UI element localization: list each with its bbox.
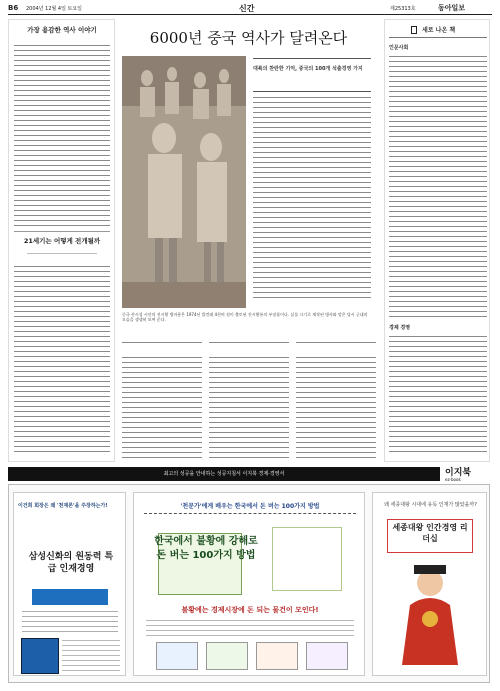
right-text-2 [389, 336, 487, 456]
ad1-book-info [62, 640, 120, 672]
ad2-book-2 [206, 642, 248, 670]
ad2-dashed-line [144, 513, 356, 514]
left-divider [14, 231, 110, 232]
ad1-title: 삼성신화의 원동력 특급 인재경영 [28, 552, 114, 574]
king-illustration [396, 561, 464, 667]
ad-card-1 [13, 492, 126, 676]
ad1-bar [32, 589, 108, 605]
right-column [384, 19, 490, 462]
subhead: 대륙의 찬란한 기억, 중국의 100개 석출경영 가지 [253, 66, 363, 72]
ad-card-3 [372, 492, 487, 676]
subarticle-3 [296, 342, 376, 462]
ad2-title: 한국에서 불황에 강해로 돈 버는 100가지 방법 [154, 536, 258, 561]
subarticle-row [121, 342, 376, 462]
subarticle-2-text [209, 357, 289, 461]
page-number: B6 [8, 4, 19, 12]
ad2-book-4 [306, 642, 348, 670]
photo-caption: 중국 산시성 시안의 진시황 병마용은 1974년 발견돼 4천여 점이 출토된 진시황릉의 부장품이다. 실물 크기로 제작된 병사와 말은 당시 군대의 모습을 생생히 보여 준다. [122, 312, 368, 322]
ad-brand-sub: ez-book [445, 477, 461, 482]
left-article-text-2 [14, 266, 110, 456]
left-article-title-2: 21세기는 어떻게 전개될까 [23, 237, 101, 245]
ad3-top-text: 왜 세종대왕 시대에 유독 인재가 많았을까? [384, 502, 477, 508]
section-title: 신간 [239, 4, 255, 13]
page-header [8, 3, 492, 14]
ad-card-2 [133, 492, 365, 676]
headline: 6000년 중국 역사가 달려온다 [149, 29, 348, 47]
left-column [8, 19, 115, 462]
subarticle-1 [122, 342, 202, 462]
right-title: 새로 나온 책 [422, 27, 456, 34]
publish-date: 2004년 12월 4일 토요일 [26, 6, 83, 12]
ad2-book-3 [256, 642, 298, 670]
right-section-1: 인문사회 [389, 45, 409, 51]
main-body-text [253, 97, 371, 300]
main-article [121, 22, 376, 464]
ad-banner-text: 최고의 성공을 안내하는 성공지침서 이지북 경제·경영서 [163, 471, 285, 477]
ad2-description [146, 620, 354, 636]
right-title-box [389, 24, 487, 38]
left-article-title-1: 가장 용감한 역사 이야기 [27, 26, 97, 34]
subarticle-3-text [296, 357, 376, 461]
newspaper-name: 동아일보 [438, 4, 466, 12]
issue-number: 제25313호 [390, 6, 416, 12]
ad1-text [22, 611, 118, 636]
book-icon [411, 26, 417, 34]
left-article-text-1 [14, 45, 110, 230]
ad2-top-text: '천문가'에게 배우는 한국에서 돈 버는 100가지 방법 [180, 503, 320, 510]
subarticle-2 [209, 342, 289, 462]
ad2-book-side [272, 527, 342, 591]
ad2-bottom-text: 불황에는 경제시장에 돈 되는 물건이 모인다! [181, 606, 319, 614]
right-section-2: 경제 경영 [389, 325, 411, 331]
subhead-box [253, 58, 371, 92]
ad-brand-box [445, 465, 490, 482]
right-text-1 [389, 56, 487, 320]
ad3-title: 세종대왕 인간경영 리더십 [392, 523, 468, 543]
left-subline [27, 253, 97, 254]
ad-area [8, 484, 490, 683]
ad-banner-row [8, 467, 490, 481]
terracotta-warrior-image [122, 56, 246, 308]
ad-banner [8, 467, 440, 481]
ad1-book-cover [21, 638, 59, 674]
ad2-book-1 [156, 642, 198, 670]
header-rule [8, 14, 492, 15]
subarticle-1-text [122, 357, 202, 461]
ad-brand: 이지북 [445, 468, 472, 478]
terracotta-photo [122, 56, 246, 308]
ad1-top-text: 이건희 회장은 왜 '천재론'을 주장하는가! [18, 503, 108, 509]
